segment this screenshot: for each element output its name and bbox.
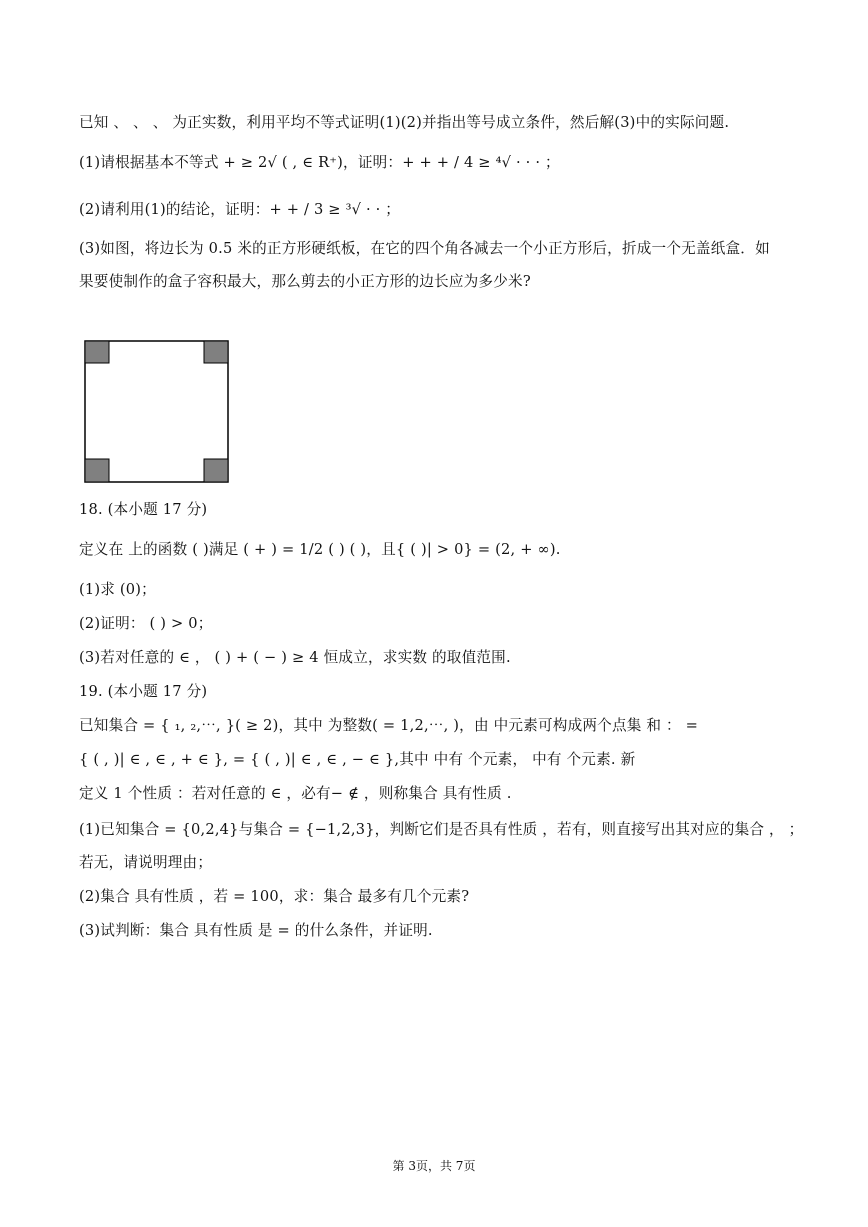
problem19-line6: (2)集合 具有性质 ，若 = 100，求：集合 最多有几个元素? [79, 888, 470, 905]
problem19-line1: 已知集合 = { ₁, ₂,⋯, }( ≥ 2)，其中 为整数( = 1,2,⋯, )，由 中元素可构成两个点集 和 ： = [79, 717, 699, 734]
corner-square-top-right [204, 341, 228, 363]
problem17-part1: (1)请根据基本不等式 + ≥ 2√ ( , ∈ R⁺)，证明：+ + + / 4 ≥ ⁴√ · · · ； [79, 154, 560, 171]
problem17-part3-line2: 果要使制作的盒子容积最大，那么剪去的小正方形的边长应为多少米? [79, 273, 531, 290]
corner-square-bottom-right [204, 459, 228, 482]
problem19-heading: 19. (本小题 17 分) [79, 683, 208, 700]
problem18-q3: (3)若对任意的 ∈ ， ( ) + ( − ) ≥ 4 恒成立，求实数 的取值范围. [79, 649, 511, 666]
problem19-line4: (1)已知集合 = {0,2,4}与集合 = {−1,2,3}，判断它们是否具有性质 ，若有，则直接写出其对应的集合 ， ； [79, 821, 804, 838]
problem18-statement: 定义在 上的函数 ( )满足 ( + ) = 1/2 ( ) ( )，且{ ( )| > 0} = (2, + ∞). [79, 541, 561, 558]
problem18-heading: 18. (本小题 17 分) [79, 501, 208, 518]
problem17-part2: (2)请利用(1)的结论，证明：+ + / 3 ≥ ³√ · · ； [79, 201, 401, 218]
problem19-line2: { ( , )| ∈ , ∈ , + ∈ }, = { ( , )| ∈ , ∈ , − ∈ },其中 中有 个元素， 中有 个元素. 新 [79, 751, 636, 768]
page-footer: 第 3页，共 7页 [392, 1159, 476, 1173]
problem19-line5: 若无，请说明理由； [79, 854, 213, 871]
corner-square-top-left [85, 341, 109, 363]
corner-square-bottom-left [85, 459, 109, 482]
problem19-line3: 定义 1 个性质 ：若对任意的 ∈ ，必有− ∉ ，则称集合 具有性质 . [79, 785, 512, 802]
problem18-q2: (2)证明： ( ) > 0； [79, 615, 213, 632]
square-cardboard-figure [84, 340, 230, 484]
problem17-intro: 已知 、 、 、 为正实数，利用平均不等式证明(1)(2)并指出等号成立条件，然后解(3)中的实际问题. [79, 114, 730, 131]
problem19-line7: (3)试判断：集合 具有性质 是 = 的什么条件，并证明. [79, 922, 433, 939]
problem18-q1: (1)求 (0)； [79, 581, 156, 598]
problem17-part3-line1: (3)如图，将边长为 0.5 米的正方形硬纸板，在它的四个角各减去一个小正方形后，折成一个无盖纸盒．如 [79, 240, 770, 257]
